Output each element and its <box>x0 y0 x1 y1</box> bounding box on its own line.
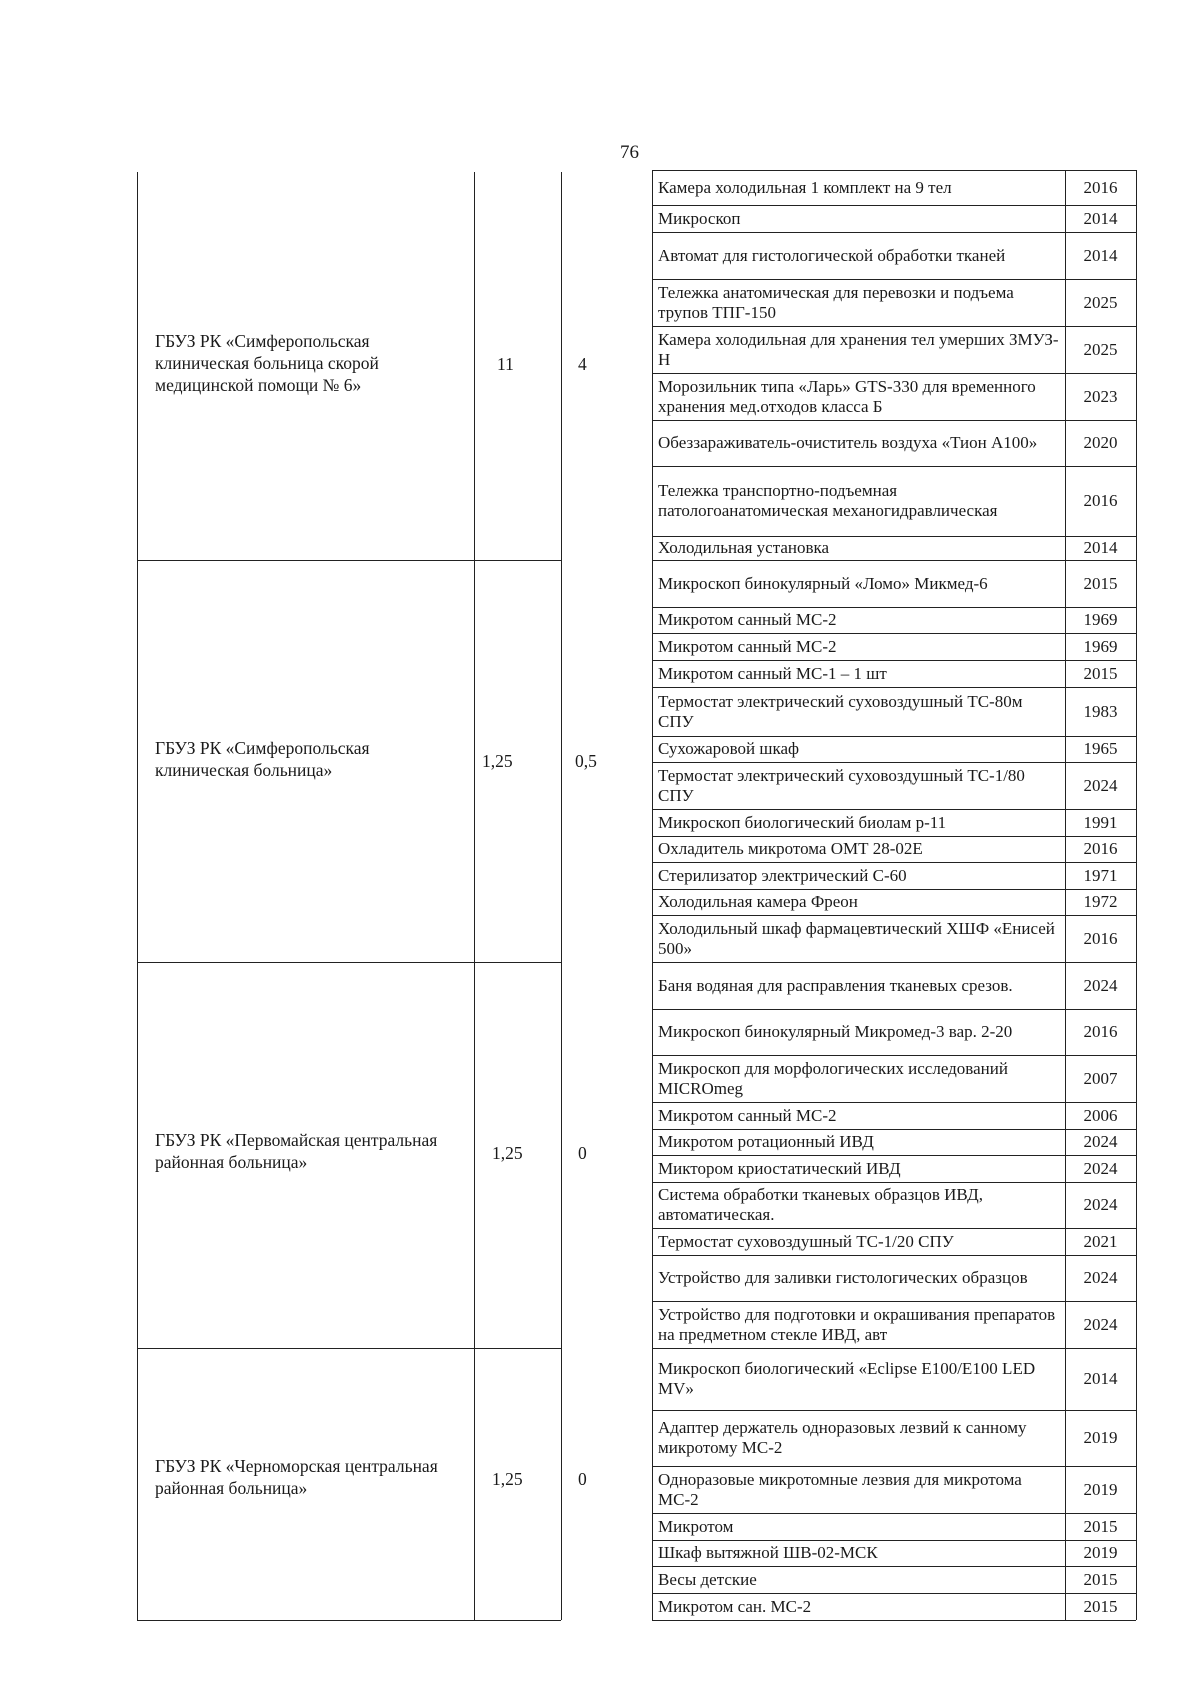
equipment-name: Микроскоп бинокулярный Микромед-3 вар. 2-20 <box>658 1022 1013 1041</box>
equipment-year: 2019 <box>1083 1543 1118 1562</box>
equipment-year: 2024 <box>1083 1268 1118 1287</box>
group-divider <box>137 560 561 561</box>
equipment-name: Термостат суховоздушный ТС-1/20 СПУ <box>658 1231 954 1251</box>
equipment-year: 2021 <box>1083 1231 1118 1251</box>
equipment-year: 2024 <box>1083 975 1118 995</box>
column-divider <box>474 172 475 1620</box>
table-left-border <box>137 172 138 1620</box>
equipment-name: Микроскоп для морфологических исследований MICROmeg <box>658 1058 1008 1098</box>
equipment-name: Микротом санный МС-2 <box>658 1105 837 1125</box>
equipment-year: 1965 <box>1083 739 1118 758</box>
equipment-name: Микроскоп бинокулярный «Ломо» Микмед-6 <box>658 573 988 593</box>
equipment-name: Весы детские <box>658 1569 757 1589</box>
equipment-year: 2007 <box>1083 1068 1118 1088</box>
table-right-border <box>1136 170 1137 1620</box>
equipment-name: Тележка транспортно-подъемная патологоанатомическая механогидравлическая <box>658 481 998 520</box>
group-divider <box>137 962 561 963</box>
organization-name: ГБУЗ РК «Черноморская центральная районная больница» <box>155 1456 438 1498</box>
equipment-year: 2016 <box>1083 177 1118 197</box>
equipment-name: Сухожаровой шкаф <box>658 739 800 758</box>
staff-value-1: 1,25 <box>492 1143 523 1163</box>
equipment-name: Система обработки тканевых образцов ИВД, автоматическая. <box>658 1185 983 1224</box>
staff-value-1: 1,25 <box>482 751 513 771</box>
equipment-year: 2015 <box>1083 1516 1118 1536</box>
equipment-name: Микротом <box>658 1516 734 1536</box>
equipment-name: Холодильная установка <box>658 538 830 557</box>
equipment-row-divider <box>652 1620 1136 1621</box>
equipment-year: 2024 <box>1083 1132 1118 1151</box>
equipment-year: 1969 <box>1083 636 1118 656</box>
equipment-year: 2014 <box>1083 1369 1118 1388</box>
equipment-name: Шкаф вытяжной ШВ-02-МСК <box>658 1543 878 1562</box>
equipment-name: Холодильная камера Фреон <box>658 892 858 911</box>
equipment-year: 1991 <box>1083 812 1118 832</box>
equipment-name: Микротом санный МС-1 – 1 шт <box>658 663 887 683</box>
equipment-year: 2024 <box>1083 1314 1118 1334</box>
equipment-year: 2019 <box>1083 1428 1118 1447</box>
equipment-year: 2015 <box>1083 573 1118 593</box>
equipment-year: 2025 <box>1083 339 1118 359</box>
staff-value-1: 11 <box>497 354 514 374</box>
staff-value-2: 4 <box>578 354 587 374</box>
staff-value-2: 0 <box>578 1469 587 1489</box>
equipment-name: Микроскоп биологический биолам р-11 <box>658 812 947 832</box>
equipment-name: Микроскоп биологический «Eclipse E100/E100 LED MV» <box>658 1359 1036 1398</box>
group-divider <box>137 1348 561 1349</box>
equipment-year: 2016 <box>1083 928 1118 948</box>
equipment-year: 2024 <box>1083 1158 1118 1178</box>
organization-name: ГБУЗ РК «Симферопольская клиническая больница» <box>155 738 370 780</box>
equipment-name: Микротом сан. МС-2 <box>658 1596 812 1616</box>
equipment-name: Стерилизатор электрический С-60 <box>658 865 907 885</box>
column-divider <box>561 172 562 1620</box>
equipment-year: 2016 <box>1083 1022 1118 1041</box>
equipment-year: 1971 <box>1083 865 1118 885</box>
equipment-year: 2016 <box>1083 491 1118 510</box>
staff-value-2: 0 <box>578 1143 587 1163</box>
equipment-year: 2014 <box>1083 538 1118 557</box>
equipment-name: Автомат для гистологической обработки тканей <box>658 245 1006 265</box>
equipment-year: 2014 <box>1083 208 1118 228</box>
organization-name: ГБУЗ РК «Первомайская центральная районная больница» <box>155 1130 438 1172</box>
equipment-name: Адаптер держатель одноразовых лезвий к санному микротому МС-2 <box>658 1418 1027 1457</box>
equipment-name: Термостат электрический суховоздушный ТС-1/80 СПУ <box>658 765 1025 805</box>
equipment-year: 2015 <box>1083 1569 1118 1589</box>
equipment-name: Микротом санный МС-2 <box>658 636 837 656</box>
equipment-year: 1969 <box>1083 610 1118 629</box>
equipment-year: 2023 <box>1083 386 1118 406</box>
equipment-name: Баня водяная для расправления тканевых срезов. <box>658 975 1013 995</box>
organization-name: ГБУЗ РК «Симферопольская клиническая больница скорой медицинской помощи № 6» <box>155 331 379 395</box>
equipment-name: Устройство для подготовки и окрашивания препаратов на предметном стекле ИВД, авт <box>658 1304 1056 1344</box>
equipment-name: Одноразовые микротомные лезвия для микротома МС-2 <box>658 1469 1022 1509</box>
equipment-name: Морозильник типа «Ларь» GTS-330 для временного хранения мед.отходов класса Б <box>658 376 1036 416</box>
equipment-name: Камера холодильная 1 комплект на 9 тел <box>658 177 952 197</box>
equipment-year: 2014 <box>1083 245 1118 265</box>
equipment-year: 2016 <box>1083 839 1118 858</box>
equipment-year: 2020 <box>1083 433 1118 452</box>
equipment-name: Термостат электрический суховоздушный ТС-80м СПУ <box>658 691 1023 731</box>
equipment-name: Тележка анатомическая для перевозки и подъема трупов ТПГ-150 <box>658 282 1014 322</box>
group-divider <box>137 1620 561 1621</box>
equipment-name: Холодильный шкаф фармацевтический ХШФ «Енисей 500» <box>658 918 1055 958</box>
equipment-year: 1972 <box>1083 892 1118 911</box>
equipment-name: Устройство для заливки гистологических образцов <box>658 1268 1028 1287</box>
staff-value-2: 0,5 <box>575 751 597 771</box>
equipment-year: 2015 <box>1083 1596 1118 1616</box>
equipment-name: Охладитель микротома ОМТ 28-02Е <box>658 839 923 858</box>
equipment-name: Микротом ротационный ИВД <box>658 1132 874 1151</box>
equipment-name: Микроскоп <box>658 208 741 228</box>
equipment-year: 1983 <box>1083 701 1118 721</box>
equipment-year: 2024 <box>1083 775 1118 795</box>
equipment-year: 2019 <box>1083 1479 1118 1499</box>
staff-value-1: 1,25 <box>492 1469 523 1489</box>
equipment-name: Камера холодильная для хранения тел умерших ЗМУЗ-Н <box>658 329 1059 369</box>
equipment-name: Миктором криостатический ИВД <box>658 1158 901 1178</box>
equipment-year: 2006 <box>1083 1105 1118 1125</box>
equipment-year: 2015 <box>1083 663 1118 683</box>
equipment-name: Микротом санный МС-2 <box>658 610 837 629</box>
equipment-name: Обеззараживатель-очиститель воздуха «Тион А100» <box>658 433 1038 452</box>
page-number: 76 <box>620 142 639 163</box>
equipment-year: 2025 <box>1083 292 1118 312</box>
equipment-year: 2024 <box>1083 1195 1118 1214</box>
